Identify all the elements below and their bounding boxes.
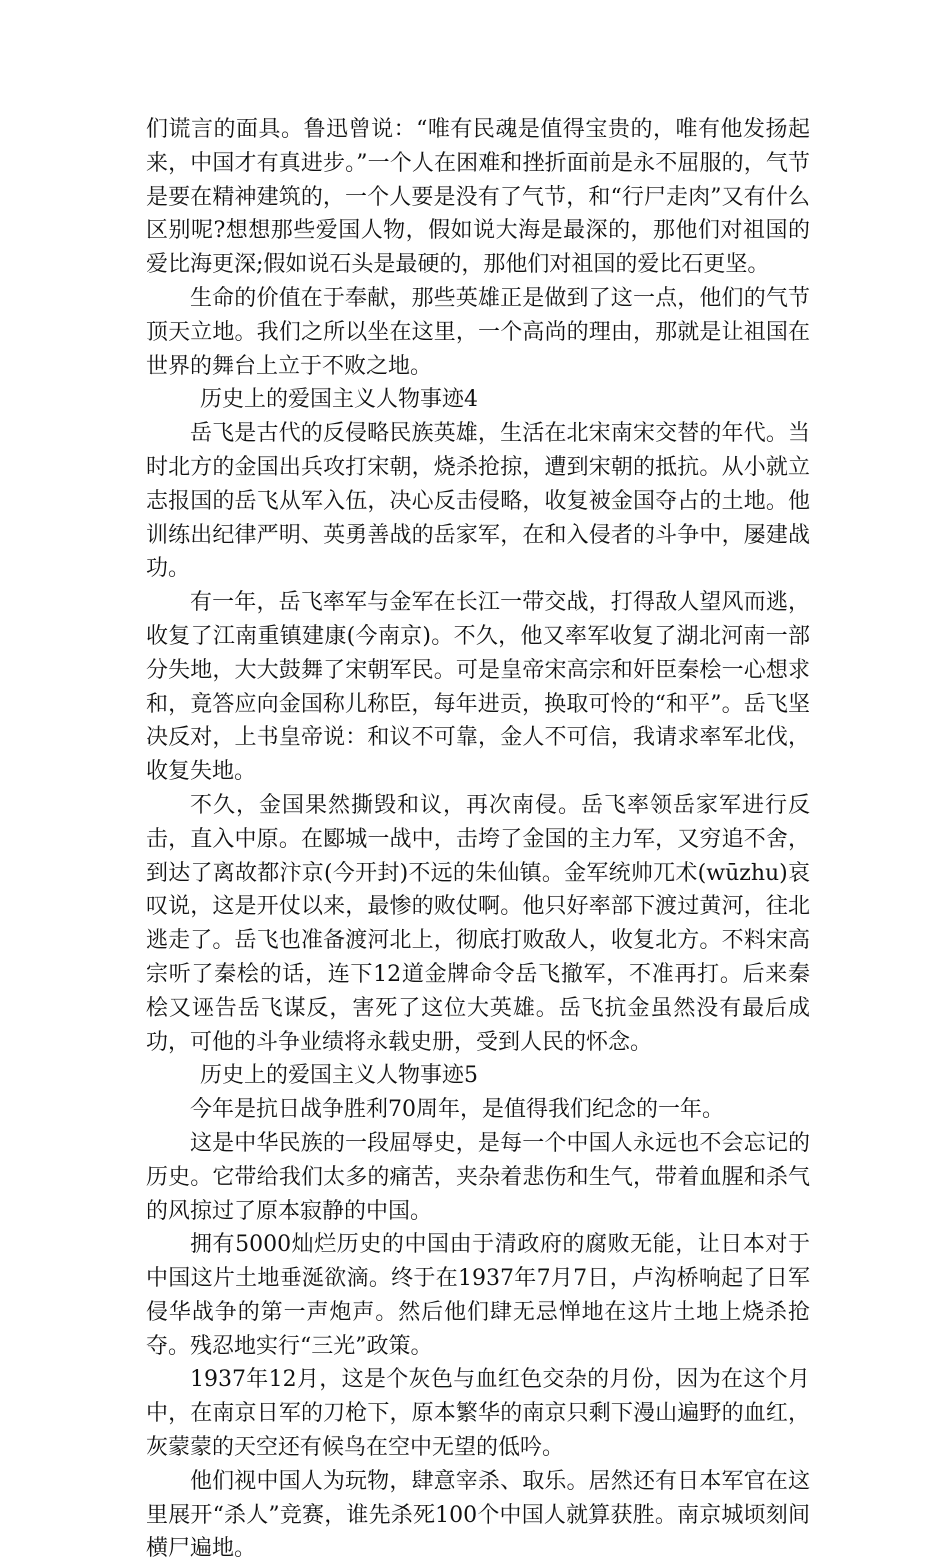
paragraph: 拥有5000灿烂历史的中国由于清政府的腐败无能，让日本对于中国这片土地垂涎欲滴。终于在1937年7月7日，卢沟桥响起了日军侵华战争的第一声炮声。然后他们肆无忌惮地在这片土地上烧杀抢夺。残忍地实行“三光”政策。 [146,1232,811,1359]
paragraph: 今年是抗日战争胜利70周年，是值得我们纪念的一年。 [190,1097,724,1123]
section-heading: 历史上的爱国主义人物事迹5 [200,1063,478,1089]
paragraph: 有一年，岳飞率军与金军在长江一带交战，打得敌人望风而逃，收复了江南重镇建康(今南京)。不久，他又率军收复了湖北河南一部分失地，大大鼓舞了宋朝军民。可是皇帝宋高宗和奸臣秦桧一心想求和，竟答应向金国称儿称臣，每年进贡，换取可怜的“和平”。岳飞坚决反对，上书皇帝说：和议不可靠，金人不可信，我请求率军北伐，收复失地。 [146,590,810,785]
paragraph: 这是中华民族的一段屈辱史，是每一个中国人永远也不会忘记的历史。它带给我们太多的痛苦，夹杂着悲伤和生气，带着血腥和杀气的风掠过了原本寂静的中国。 [146,1130,810,1224]
paragraph: 不久，金国果然撕毁和议，再次南侵。岳飞率领岳家军进行反击，直入中原。在郾城一战中，击垮了金国的主力军，又穷追不舍，到达了离故都汴京(今开封)不远的朱仙镇。金军统帅兀术(wūzhu)哀叹说，这是开仗以来，最惨的败仗啊。他只好率部下渡过黄河，往北逃走了。岳飞也准备渡河北上，彻底打败敌人，收复北方。不料宋高宗听了秦桧的话，连下12道金牌命令岳飞撤军，不准再打。后来秦桧又诬告岳飞谋反，害死了这位大英雄。岳飞抗金虽然没有最后成功，可他的斗争业绩将永载史册，受到人民的怀念。 [146,792,810,1055]
paragraph: 1937年12月，这是个灰色与血红色交杂的月份，因为在这个月中，在南京日军的刀枪下，原本繁华的南京只剩下漫山遍野的血红，灰蒙蒙的天空还有候鸟在空中无望的低吟。 [146,1367,810,1461]
paragraph: 岳飞是古代的反侵略民族英雄，生活在北宋南宋交替的年代。当时北方的金国出兵攻打宋朝，烧杀抢掠，遭到宋朝的抵抗。从小就立志报国的岳飞从军入伍，决心反击侵略，收复被金国夺占的土地。他训练出纪律严明、英勇善战的岳家军，在和入侵者的斗争中，屡建战功。 [146,421,810,582]
paragraph-continuation: 们谎言的面具。鲁迅曾说：“唯有民魂是值得宝贵的，唯有他发扬起来，中国才有真进步。”一个人在困难和挫折面前是永不屈服的，气节是要在精神建筑的，一个人要是没有了气节，和“行尸走肉”又有什么区别呢?想想那些爱国人物，假如说大海是最深的，那他们对祖国的爱比海更深;假如说石头是最硬的，那他们对祖国的爱比石更坚。 [146,117,810,278]
paragraph: 他们视中国人为玩物，肆意宰杀、取乐。居然还有日本军官在这里展开“杀人”竞赛，谁先杀死100个中国人就算获胜。南京城顷刻间横尸遍地。 [146,1468,810,1562]
document-body [146,113,810,1566]
section-heading: 历史上的爱国主义人物事迹4 [200,387,478,413]
paragraph: 生命的价值在于奉献，那些英雄正是做到了这一点，他们的气节顶天立地。我们之所以坐在这里，一个高尚的理由，那就是让祖国在世界的舞台上立于不败之地。 [146,285,810,379]
